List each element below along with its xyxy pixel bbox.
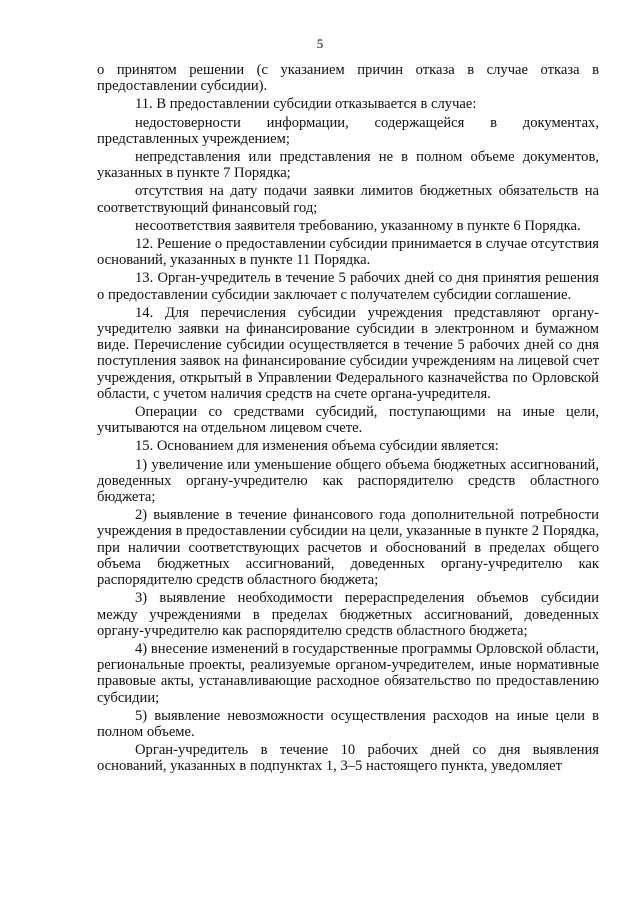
document-body bbox=[97, 62, 599, 777]
paragraph: 3) выявление необходимости перераспределения объемов субсидии между учреждениями в пределах бюджетных ассигнований, доведенных органу-учредителю как распорядителю средств областного бюджета; bbox=[97, 590, 599, 639]
paragraph: несоответствия заявителя требованию, указанному в пункте 6 Порядка. bbox=[135, 217, 581, 234]
paragraph: Орган-учредитель в течение 10 рабочих дней со дня выявления оснований, указанных в подпунктах 1, 3–5 настоящего пункта, уведомляет bbox=[97, 742, 599, 775]
paragraph: 13. Орган-учредитель в течение 5 рабочих дней со дня принятия решения о предоставлении субсидии заключает с получателем субсидии соглашение. bbox=[97, 270, 599, 303]
paragraph: 12. Решение о предоставлении субсидии принимается в случае отсутствия оснований, указанных в пункте 11 Порядка. bbox=[97, 236, 599, 269]
paragraph: 15. Основанием для изменения объема субсидии является: bbox=[135, 438, 499, 455]
paragraph: отсутствия на дату подачи заявки лимитов бюджетных обязательств на соответствующий финансовый год; bbox=[97, 183, 599, 216]
paragraph: 4) внесение изменений в государственные программы Орловской области, региональные проекты, реализуемые органом-учредителем, иные нормативные правовые акты, устанавливающие расходное обязательство по предоставлению субсидии; bbox=[97, 640, 599, 706]
paragraph: 5) выявление невозможности осуществления расходов на иные цели в полном объеме. bbox=[97, 707, 599, 740]
page-number: 5 bbox=[316, 36, 324, 51]
paragraph: 11. В предоставлении субсидии отказывается в случае: bbox=[135, 96, 477, 113]
paragraph: 14. Для перечисления субсидии учреждения представляют органу-учредителю заявки на финансирование субсидии в электронном и бумажном виде. Перечисление субсидии осуществляется в течение 5 рабочих дней со дня поступления заявок на финансирование субсидии учреждениям на лицевой счет учреждения, открытый в Управлении Федерального казначейства по Орловской области, с учетом наличия средств на счете органа-учредителя. bbox=[97, 304, 599, 402]
paragraph: о принятом решении (с указанием причин отказа в случае отказа в предоставлении субсидии). bbox=[97, 62, 599, 95]
paragraph: 2) выявление в течение финансового года дополнительной потребности учреждения в предоставлении субсидии на цели, указанные в пункте 2 Порядка, при наличии соответствующих расчетов и обоснований в пределах общего объема бюджетных ассигнований, доведенных органу-учредителю как распорядителю средств областного бюджета; bbox=[97, 507, 599, 589]
paragraph: непредставления или представления не в полном объеме документов, указанных в пункте 7 Порядка; bbox=[97, 149, 599, 182]
paragraph: Операции со средствами субсидий, поступающими на иные цели, учитываются на отдельном лицевом счете. bbox=[97, 404, 599, 437]
paragraph: недостоверности информации, содержащейся в документах, представленных учреждением; bbox=[97, 114, 599, 147]
paragraph: 1) увеличение или уменьшение общего объема бюджетных ассигнований, доведенных органу-учредителю как распорядителю средств областного бюджета; bbox=[97, 456, 599, 506]
